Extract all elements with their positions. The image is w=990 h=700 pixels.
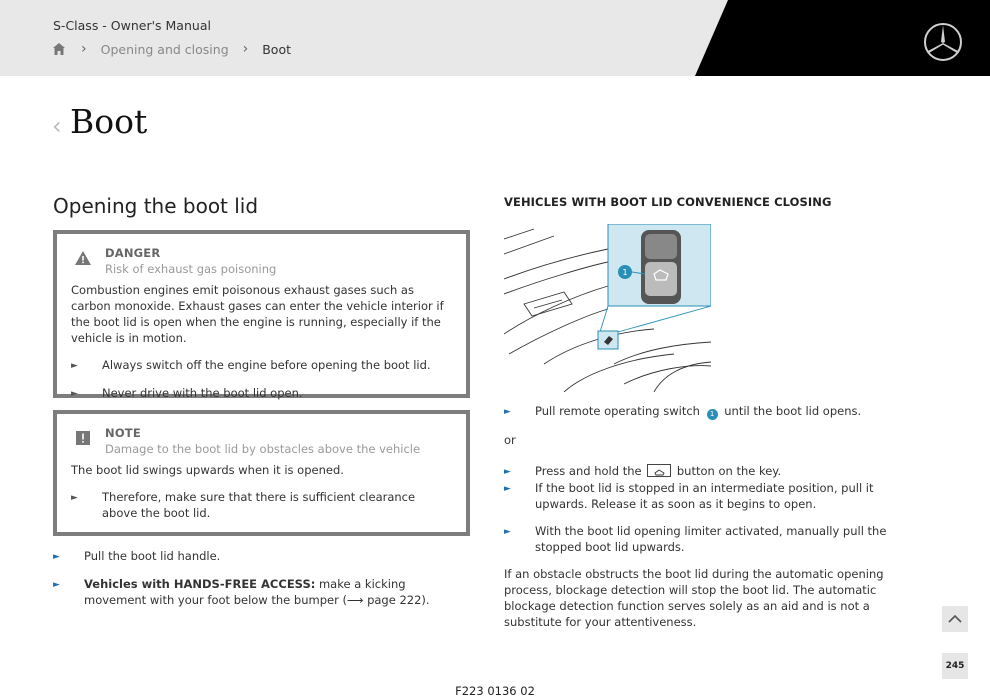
page-number-badge[interactable]: 245 <box>942 653 968 679</box>
step-item <box>504 463 924 480</box>
note-label: NOTE <box>105 426 141 440</box>
danger-subtitle: Risk of exhaust gas poisoning <box>105 262 277 276</box>
page-title: Boot <box>70 102 148 141</box>
bullet-text: Never drive with the boot lid open. <box>102 386 303 400</box>
step-arrow-icon: ► <box>504 407 511 417</box>
step-arrow-icon: ► <box>504 484 511 494</box>
callout-number-icon: 1 <box>707 409 718 420</box>
danger-body: Combustion engines emit poisonous exhaust gases such as carbon monoxide. Exhaust gases can enter the vehicle interior if the boot lid is open when the engine is running, especially if the vehicle is in motion. <box>71 283 444 345</box>
figure-code: F223 0136 02 <box>455 684 535 698</box>
home-icon[interactable] <box>53 43 65 55</box>
chevron-right-icon: › <box>242 41 249 57</box>
danger-bullet <box>71 357 452 374</box>
back-chevron-icon[interactable]: ‹ <box>52 112 62 140</box>
mercedes-star-logo[interactable] <box>923 22 963 62</box>
chevron-right-icon: › <box>81 41 87 57</box>
breadcrumb-link-section[interactable]: Opening and closing <box>100 41 229 57</box>
breadcrumb <box>53 41 291 57</box>
step-arrow-icon: ► <box>504 527 511 537</box>
step-text-pre: Press and hold the <box>535 464 646 478</box>
note-box <box>53 410 470 536</box>
step-item <box>53 576 463 608</box>
step-arrow-icon: ► <box>504 467 511 477</box>
blockage-detection-paragraph: If an obstacle obstructs the boot lid during the automatic opening process, blockage detection will stop the boot lid. The automatic blockage detection function serves solely as an aid and is not a substitute for your attentiveness. <box>504 567 884 629</box>
document-title: S-Class - Owner's Manual <box>53 18 211 33</box>
step-text: With the boot lid opening limiter activated, manually pull the stopped boot lid upwards. <box>535 524 887 554</box>
section-heading: Opening the boot lid <box>53 194 259 218</box>
step-item <box>504 523 924 555</box>
scroll-to-top-button[interactable] <box>942 606 968 632</box>
step-text <box>84 576 463 608</box>
step-text: If the boot lid is stopped in an intermediate position, pull it upwards. Release it as soon as it begins to open. <box>535 481 874 511</box>
bullet-arrow-icon: ► <box>71 361 78 371</box>
step-item <box>504 480 924 512</box>
chevron-up-icon <box>942 606 968 632</box>
step-text <box>535 403 861 420</box>
step-arrow-icon: ► <box>53 552 60 562</box>
exclamation-square-icon <box>75 431 91 445</box>
bullet-arrow-icon: ► <box>71 389 78 399</box>
boot-lid-switch-illustration <box>504 224 711 392</box>
illustration-callout-label: 1 <box>622 268 628 277</box>
step-bold-label: Vehicles with HANDS-FREE ACCESS: <box>84 577 316 591</box>
step-item <box>504 403 924 420</box>
bullet-arrow-icon: ► <box>71 493 78 503</box>
note-subtitle: Damage to the boot lid by obstacles above the vehicle <box>105 442 421 456</box>
note-bullet <box>71 489 452 521</box>
breadcrumb-current: Boot <box>262 41 292 57</box>
step-rest-text: make a kicking movement with your foot below the bumper (⟶ page 222). <box>84 577 430 607</box>
bullet-text: Always switch off the engine before opening the boot lid. <box>102 358 431 372</box>
step-text: Pull the boot lid handle. <box>84 549 221 563</box>
step-text-post: button on the key. <box>673 464 782 478</box>
convenience-closing-heading: VEHICLES WITH BOOT LID CONVENIENCE CLOSING <box>504 195 832 209</box>
or-text: or <box>504 433 516 447</box>
step-text-pre: Pull remote operating switch <box>535 404 704 418</box>
warning-triangle-icon <box>75 251 91 265</box>
boot-lid-key-button-icon <box>647 464 671 477</box>
danger-bullet <box>71 385 452 402</box>
danger-label: DANGER <box>105 246 161 260</box>
step-item <box>53 548 463 565</box>
note-body: The boot lid swings upwards when it is opened. <box>71 463 344 477</box>
step-arrow-icon: ► <box>53 580 60 590</box>
step-text <box>535 463 781 480</box>
step-text-post: until the boot lid opens. <box>720 404 862 418</box>
danger-box <box>53 230 470 398</box>
bullet-text: Therefore, make sure that there is sufficient clearance above the boot lid. <box>102 490 416 520</box>
